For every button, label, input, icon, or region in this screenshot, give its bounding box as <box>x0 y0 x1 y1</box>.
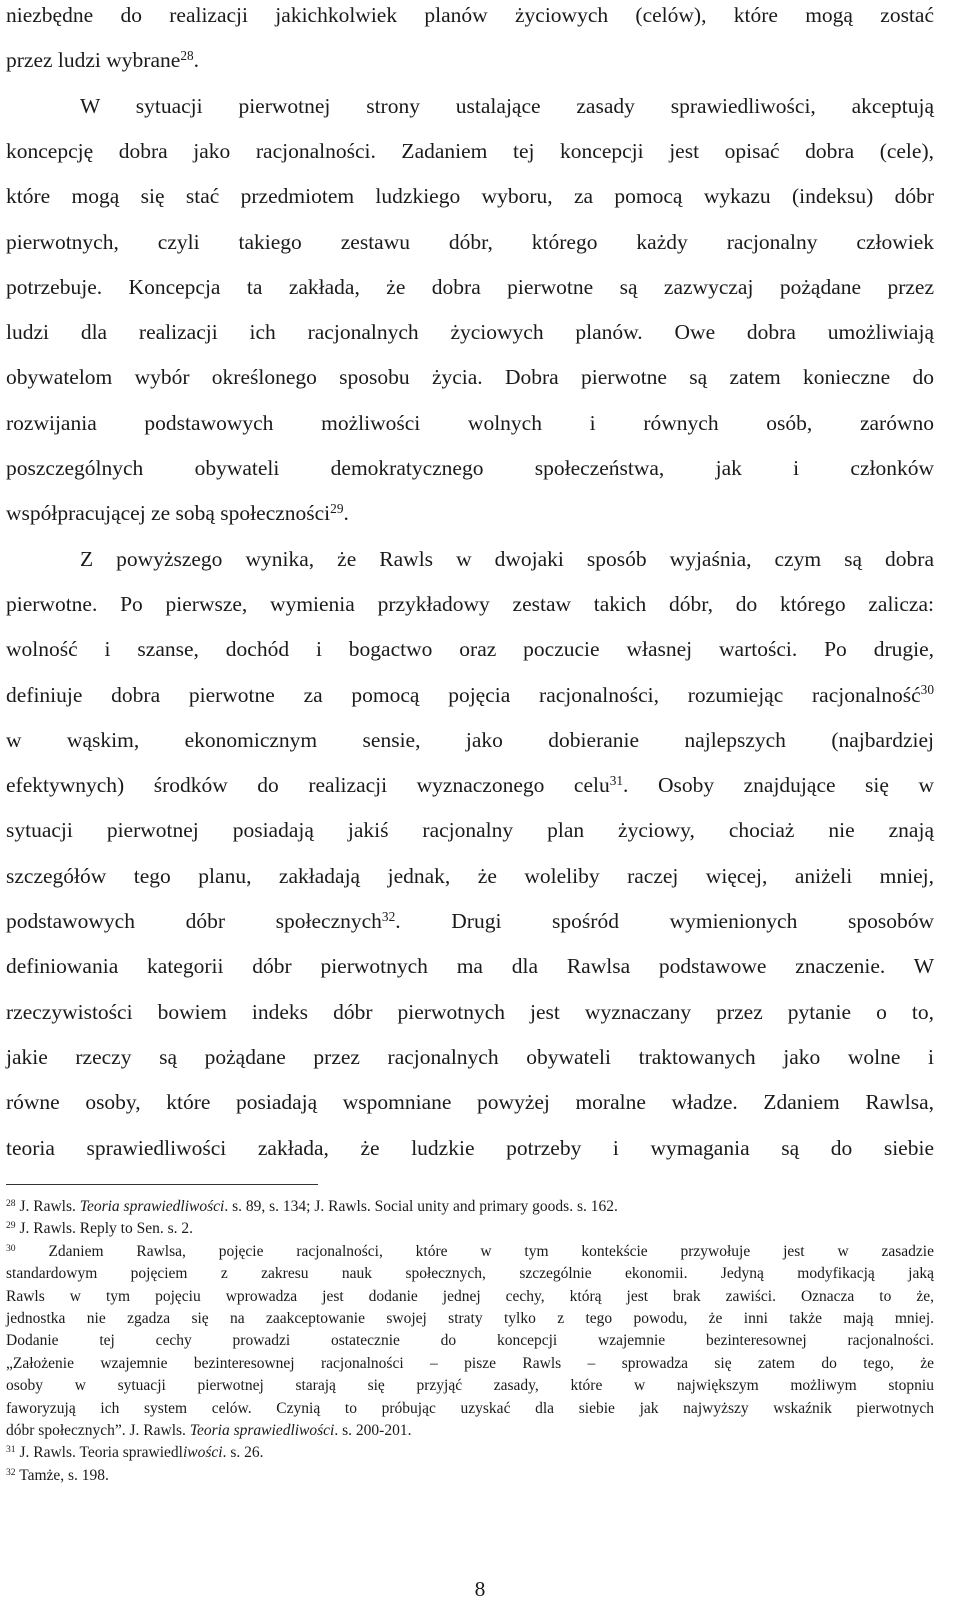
footnote-text: jednostka nie zgadza się na zaakceptowanie swojej straty tylko z tego powodu, że inni także mają mniej. <box>6 1310 934 1327</box>
footnote-text: Tamże, s. 198. <box>15 1466 109 1484</box>
footnote-ref: 30 <box>920 682 934 698</box>
body-line <box>6 498 934 528</box>
body-line-text: podstawowych dóbr społecznych <box>6 909 382 933</box>
footnote-text: standardowym pojęciem z zakresu nauk społecznych, szczególnie ekonomii. Jedyną modyfikacją jaką <box>6 1265 934 1283</box>
body-line <box>80 544 934 574</box>
footnote-text: „Założenie wzajemnie bezinteresownej racjonalności – pisze Rawls – sprowadza się zatem do tego, że <box>6 1354 934 1372</box>
body-line-text: definiuje dobra pierwotne za pomocą pojęcia racjonalności, rozumiejąc racjonalność <box>6 682 921 707</box>
body-line-text: Z powyższego wynika, że Rawls w dwojaki sposób wyjaśnia, czym są dobra <box>80 546 934 571</box>
body-line-text: . Osoby znajdujące się w <box>623 773 934 798</box>
footnote-line <box>6 1196 934 1217</box>
body-line <box>6 906 934 936</box>
body-line <box>6 997 934 1027</box>
footnote-line <box>6 1442 934 1463</box>
body-line-text: W sytuacji pierwotnej strony ustalające zasady sprawiedliwości, akceptują <box>80 93 934 118</box>
body-line <box>6 725 934 755</box>
footnote-line <box>6 1308 934 1329</box>
body-line-text: jakie rzeczy są pożądane przez racjonalnych obywateli traktowanych jako wolne i <box>6 1044 934 1069</box>
footnote-ref: 32 <box>381 908 396 924</box>
body-line-text: wolność i szanse, dochód i bogactwo oraz poczucie własnej wartości. Po drugie, <box>6 637 934 662</box>
page-number: 8 <box>474 1577 486 1601</box>
body-line <box>6 861 934 891</box>
body-line-text: rozwijania podstawowych możliwości wolnych i równych osób, zarówno <box>6 410 934 435</box>
footnote-ref: 28 <box>180 47 194 63</box>
footnote-text: Zdaniem Rawlsa, pojęcie racjonalności, które w tym kontekście przywołuje jest w zasadzie <box>15 1242 934 1260</box>
body-line-text: które mogą się stać przedmiotem ludzkiego wyboru, za pomocą wykazu (indeksu) dóbr <box>6 184 934 209</box>
body-line <box>6 1133 934 1163</box>
body-line <box>6 0 934 30</box>
body-line <box>6 770 934 800</box>
footnote-line <box>6 1263 934 1284</box>
footnote-line <box>6 1218 934 1239</box>
footnote-line <box>6 1420 934 1441</box>
body-line <box>6 680 934 710</box>
body-line-text: przez ludzi wybrane <box>6 48 181 73</box>
footnote-text: dóbr społecznych”. J. Rawls. <box>6 1422 190 1439</box>
body-line <box>6 181 934 211</box>
body-line <box>6 317 934 347</box>
body-line-text: poszczególnych obywateli demokratycznego społeczeństwa, jak i członków <box>6 456 934 480</box>
body-line-text: szczegółów tego planu, zakładają jednak, że woleliby raczej więcej, aniżeli mniej, <box>6 863 934 888</box>
footnote-text: . s. 89, s. 134; J. Rawls. Social unity and primary goods. s. 162. <box>224 1198 618 1215</box>
footnote-separator <box>6 1184 318 1185</box>
footnote-title: Teoria sprawiedliwości <box>189 1422 335 1439</box>
body-line-text: koncepcję dobra jako racjonalności. Zadaniem tej koncepcji jest opisać dobra (cele), <box>6 138 934 163</box>
footnote-text: Dodanie tej cechy prowadzi ostatecznie do koncepcji wzajemnie bezinteresownej racjonalności. <box>6 1332 934 1350</box>
body-line <box>6 951 934 981</box>
body-line <box>80 91 934 121</box>
body-line-text: pierwotnych, czyli takiego zestawu dóbr, którego każdy racjonalny człowiek <box>6 229 934 254</box>
footnote-line <box>6 1375 934 1396</box>
body-line-text: teoria sprawiedliwości zakłada, że ludzkie potrzeby i wymagania są do siebie <box>6 1135 934 1160</box>
body-line <box>6 227 934 257</box>
body-line-text: . <box>343 501 349 526</box>
body-line <box>6 589 934 619</box>
footnote-title: iwości <box>182 1444 223 1462</box>
body-line <box>6 1042 934 1072</box>
body-line <box>6 1087 934 1117</box>
body-line-text: definiowania kategorii dóbr pierwotnych ma dla Rawlsa podstawowe znaczenie. W <box>6 954 934 979</box>
footnote-line <box>6 1398 934 1419</box>
footnote-text: J. Rawls. <box>15 1198 80 1215</box>
footnote-ref: 31 <box>609 772 624 788</box>
body-line-text: rzeczywistości bowiem indeks dóbr pierwotnych jest wyznaczany przez pytanie o to, <box>6 999 934 1024</box>
footnote-text: faworyzują ich system celów. Czynią to próbując uzyskać dla siebie jak najwyższy wskaźnik pierwotnych <box>6 1399 934 1417</box>
body-line <box>6 362 934 392</box>
body-line <box>6 815 934 845</box>
body-line-text: równe osoby, które posiadają wspomniane powyżej moralne władze. Zdaniem Rawlsa, <box>6 1090 934 1115</box>
footnote-text: J. Rawls. Teoria sprawiedl <box>15 1444 183 1462</box>
body-line <box>6 634 934 664</box>
body-line <box>6 408 934 438</box>
body-line <box>6 272 934 302</box>
footnote-number: 28 <box>6 1197 16 1209</box>
body-line-text: współpracującej ze sobą społeczności <box>6 501 331 526</box>
footnote-number: 32 <box>6 1466 16 1478</box>
body-line-text: niezbędne do realizacji jakichkolwiek planów życiowych (celów), które mogą zostać <box>6 3 934 27</box>
body-line-text: obywatelom wybór określonego sposobu życia. Dobra pierwotne są zatem konieczne do <box>6 365 934 390</box>
footnote-text: J. Rawls. Reply to Sen. s. 2. <box>15 1220 193 1238</box>
footnote-number: 29 <box>6 1220 16 1232</box>
body-line-text: ludzi dla realizacji ich racjonalnych życiowych planów. Owe dobra umożliwiają <box>6 320 934 345</box>
footnote-number: 31 <box>6 1444 16 1456</box>
body-line-text: . <box>193 48 200 73</box>
footnote-text: . s. 200-201. <box>334 1422 412 1439</box>
body-line <box>6 45 934 75</box>
body-line-text: sytuacji pierwotnej posiadają jakiś racjonalny plan życiowy, chociaż nie znają <box>6 818 934 843</box>
body-line-text: potrzebuje. Koncepcja ta zakłada, że dobra pierwotne są zazwyczaj pożądane przez <box>6 274 934 299</box>
footnote-line <box>6 1465 934 1486</box>
body-line-text: efektywnych) środków do realizacji wyznaczonego celu <box>6 773 610 798</box>
body-line-text: w wąskim, ekonomicznym sensie, jako dobieranie najlepszych (najbardziej <box>6 727 934 752</box>
body-line-text: . Drugi spośród wymienionych sposobów <box>395 909 934 933</box>
footnote-line <box>6 1330 934 1351</box>
footnote-line <box>6 1241 934 1262</box>
footnote-ref: 29 <box>330 500 344 516</box>
body-line-text: pierwotne. Po pierwsze, wymienia przykładowy zestaw takich dóbr, do którego zalicza: <box>6 591 934 616</box>
footnote-title: Teoria sprawiedliwości <box>79 1198 225 1215</box>
footnote-text: Rawls w tym pojęciu wprowadza jest dodanie jednej cechy, którą jest brak zawiści. Oznacza to że, <box>6 1287 934 1305</box>
footnote-line <box>6 1286 934 1307</box>
body-line <box>6 136 934 166</box>
footnote-number: 30 <box>6 1242 16 1254</box>
body-line <box>6 453 934 483</box>
footnote-text: . s. 26. <box>222 1444 264 1462</box>
footnote-line <box>6 1353 934 1374</box>
footnote-text: osoby w sytuacji pierwotnej starają się przyjąć zasady, które w największym możliwym stopniu <box>6 1377 934 1395</box>
